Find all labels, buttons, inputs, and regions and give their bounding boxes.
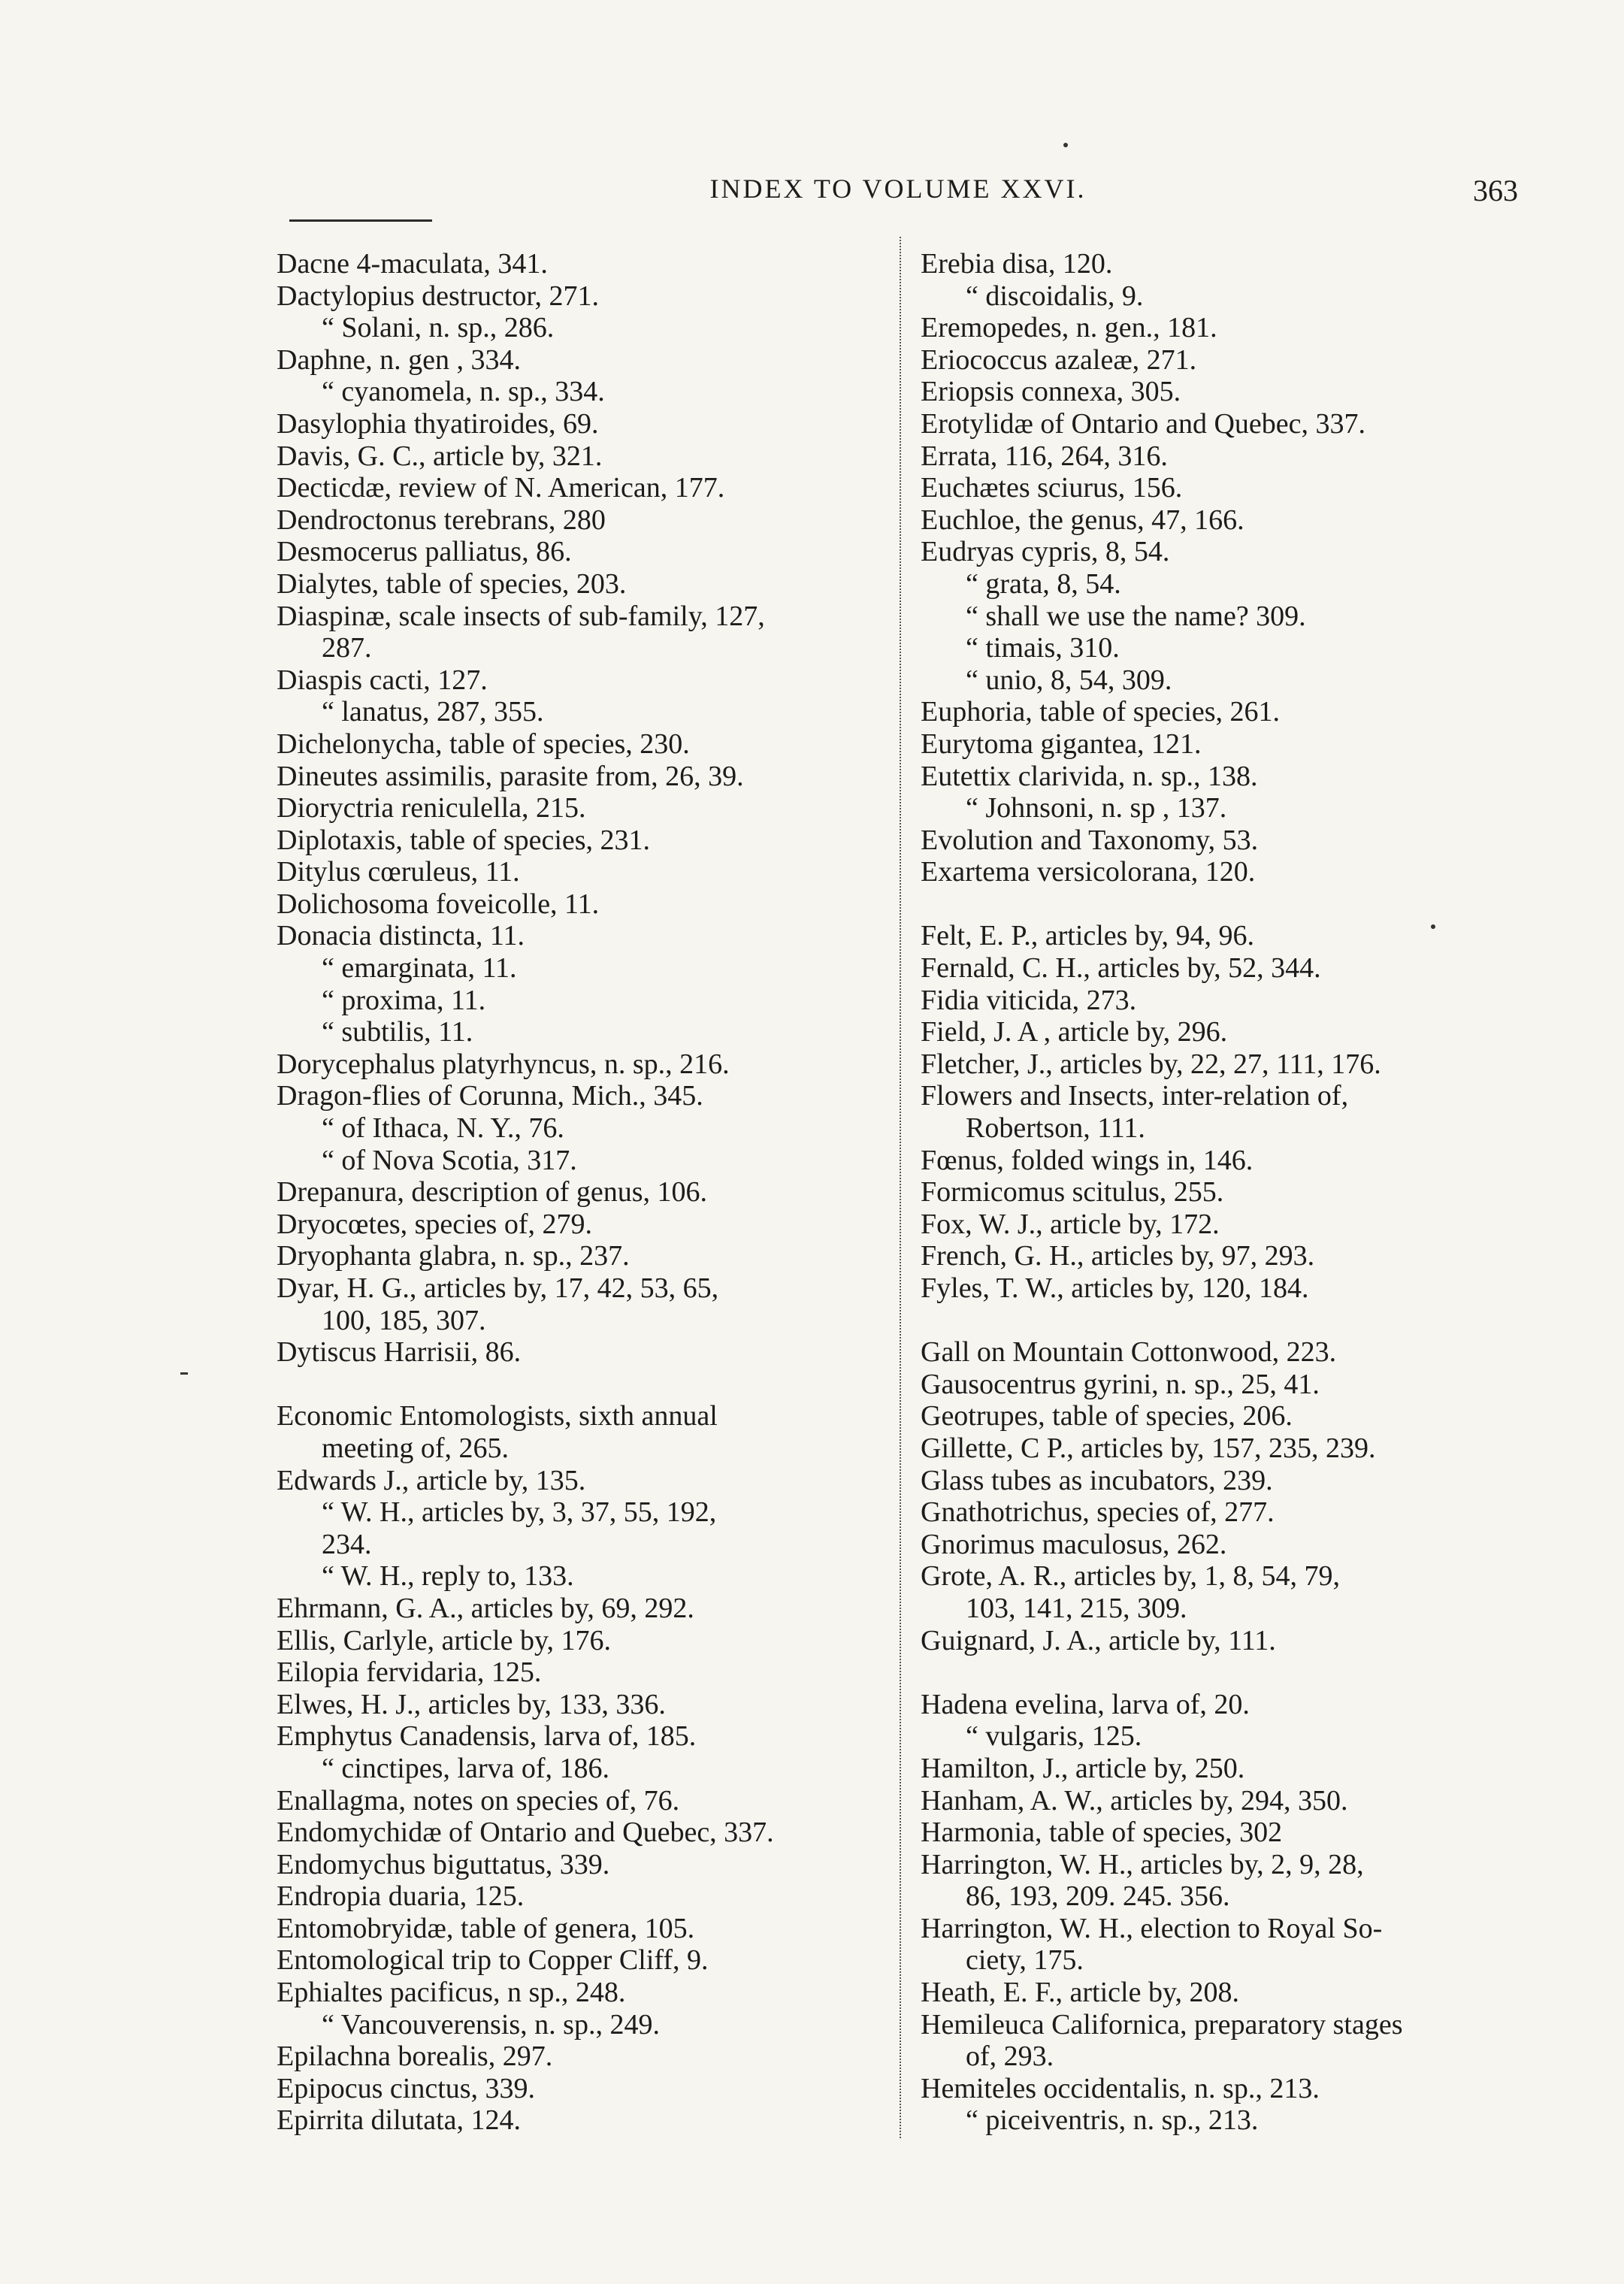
index-column-left — [277, 248, 893, 2137]
index-entry: “ subtilis, 11. — [322, 1016, 473, 1048]
index-entry: “ cinctipes, larva of, 186. — [322, 1752, 610, 1784]
speck-mark — [180, 1372, 188, 1375]
index-entry: Fyles, T. W., articles by, 120, 184. — [921, 1272, 1309, 1304]
index-entry: Dacne 4-maculata, 341. — [277, 248, 548, 280]
index-entry: Gnorimus maculosus, 262. — [921, 1528, 1227, 1560]
index-entry: Dichelonycha, table of species, 230. — [277, 728, 690, 760]
page-header — [278, 173, 1518, 218]
index-entry: “ emarginata, 11. — [322, 952, 517, 985]
index-entry: “ Solani, n. sp., 286. — [322, 312, 555, 344]
index-entry: Hanham, A. W., articles by, 294, 350. — [921, 1784, 1348, 1817]
index-entry: 287. — [322, 632, 372, 664]
index-entry: Epilachna borealis, 297. — [277, 2040, 553, 2073]
index-entry: Enallagma, notes on species of, 76. — [277, 1784, 680, 1817]
index-entry: Diaspinæ, scale insects of sub-family, 127, — [277, 600, 765, 632]
index-entry: “ vulgaris, 125. — [966, 1720, 1142, 1753]
index-entry: “ piceiventris, n. sp., 213. — [966, 2104, 1259, 2137]
index-entry: Daphne, n. gen , 334. — [277, 343, 522, 376]
index-entry: Decticdæ, review of N. American, 177. — [277, 472, 725, 504]
index-entry: Felt, E. P., articles by, 94, 96. — [921, 920, 1254, 952]
index-entry: Harrington, W. H., election to Royal So- — [921, 1912, 1383, 1944]
index-entry: Formicomus scitulus, 255. — [921, 1176, 1224, 1209]
index-entry: Endropia duaria, 125. — [277, 1880, 525, 1913]
index-entry: “ unio, 8, 54, 309. — [966, 664, 1172, 696]
index-entry: 100, 185, 307. — [322, 1304, 486, 1336]
index-entry: Epipocus cinctus, 339. — [277, 2072, 536, 2104]
index-entry: Euchætes sciurus, 156. — [921, 472, 1183, 504]
index-entry: “ timais, 310. — [966, 632, 1120, 664]
index-entry: “ Vancouverensis, n. sp., 249. — [322, 2008, 660, 2040]
index-entry: Dryophanta glabra, n. sp., 237. — [277, 1240, 630, 1272]
index-entry: Harrington, W. H., articles by, 2, 9, 28, — [921, 1848, 1364, 1880]
index-entry: Eutettix clarivida, n. sp., 138. — [921, 760, 1258, 792]
index-entry: Erebia disa, 120. — [921, 248, 1113, 280]
index-entry: Hadena evelina, larva of, 20. — [921, 1688, 1250, 1720]
index-entry: Hemiteles occidentalis, n. sp., 213. — [921, 2072, 1320, 2104]
index-entry: Desmocerus palliatus, 86. — [277, 536, 572, 568]
index-entry: Diaspis cacti, 127. — [277, 664, 488, 696]
index-entry: Fletcher, J., articles by, 22, 27, 111, 176. — [921, 1048, 1381, 1080]
index-entry: Endomychus biguttatus, 339. — [277, 1848, 610, 1880]
index-entry: Drepanura, description of genus, 106. — [277, 1176, 708, 1209]
index-entry: Gall on Mountain Cottonwood, 223. — [921, 1336, 1337, 1369]
index-entry: Errata, 116, 264, 316. — [921, 440, 1168, 472]
index-entry — [277, 1369, 893, 1401]
index-entry: French, G. H., articles by, 97, 293. — [921, 1240, 1315, 1272]
index-entry: Fernald, C. H., articles by, 52, 344. — [921, 952, 1321, 985]
index-entry: “ cyanomela, n. sp., 334. — [322, 376, 605, 408]
index-entry: Dryocœtes, species of, 279. — [277, 1208, 593, 1240]
index-entry: Epirrita dilutata, 124. — [277, 2104, 522, 2137]
index-entry: Dyar, H. G., articles by, 17, 42, 53, 65, — [277, 1272, 719, 1304]
index-entry: Field, J. A , article by, 296. — [921, 1016, 1228, 1048]
index-entry — [921, 888, 1522, 921]
index-entry: Dorycephalus platyrhyncus, n. sp., 216. — [277, 1048, 730, 1080]
index-entry: “ W. H., articles by, 3, 37, 55, 192, — [322, 1496, 717, 1529]
index-entry: Hamilton, J., article by, 250. — [921, 1752, 1245, 1784]
index-entry: “ of Ithaca, N. Y., 76. — [322, 1112, 564, 1145]
index-entry: “ proxima, 11. — [322, 984, 486, 1016]
index-entry: “ of Nova Scotia, 317. — [322, 1144, 577, 1176]
index-entry: Eilopia fervidaria, 125. — [277, 1656, 542, 1689]
index-entry: Entomobryidæ, table of genera, 105. — [277, 1912, 695, 1944]
index-entry: Eriopsis connexa, 305. — [921, 376, 1181, 408]
index-entry: Gillette, C P., articles by, 157, 235, 239. — [921, 1432, 1376, 1464]
index-entry — [921, 1305, 1522, 1337]
index-entry: Evolution and Taxonomy, 53. — [921, 824, 1259, 856]
index-entry: “ lanatus, 287, 355. — [322, 696, 544, 728]
index-entry: “ discoidalis, 9. — [966, 280, 1144, 312]
index-entry: Davis, G. C., article by, 321. — [277, 440, 603, 472]
index-entry: Guignard, J. A., article by, 111. — [921, 1624, 1276, 1656]
running-head: INDEX TO VOLUME XXVI. — [709, 174, 1087, 204]
index-entry: “ shall we use the name? 309. — [966, 600, 1306, 632]
index-entry: Grote, A. R., articles by, 1, 8, 54, 79, — [921, 1560, 1340, 1593]
index-entry: Flowers and Insects, inter-relation of, — [921, 1080, 1349, 1112]
index-entry: Dineutes assimilis, parasite from, 26, 39. — [277, 760, 744, 792]
index-entry: Erotylidæ of Ontario and Quebec, 337. — [921, 407, 1366, 440]
index-entry: “ grata, 8, 54. — [966, 567, 1121, 600]
index-entry: Ellis, Carlyle, article by, 176. — [277, 1624, 611, 1656]
index-column-right — [921, 248, 1522, 2137]
index-entry: Eurytoma gigantea, 121. — [921, 728, 1202, 760]
index-entry: meeting of, 265. — [322, 1432, 510, 1464]
index-entry: Eremopedes, n. gen., 181. — [921, 312, 1217, 344]
index-entry: Elwes, H. J., articles by, 133, 336. — [277, 1688, 666, 1720]
index-entry: ciety, 175. — [966, 1944, 1084, 1977]
index-entry: Gnathotrichus, species of, 277. — [921, 1496, 1275, 1529]
index-entry: Dialytes, table of species, 203. — [277, 567, 627, 600]
index-entry: “ Johnsoni, n. sp , 137. — [966, 792, 1227, 824]
index-entry: Eudryas cypris, 8, 54. — [921, 536, 1170, 568]
index-entry: 103, 141, 215, 309. — [966, 1592, 1187, 1624]
index-entry: Ditylus cœruleus, 11. — [277, 856, 520, 888]
index-entry: Ephialtes pacificus, n sp., 248. — [277, 1977, 626, 2009]
index-entry: Hemileuca Californica, preparatory stages — [921, 2008, 1403, 2040]
index-entry: Gausocentrus gyrini, n. sp., 25, 41. — [921, 1368, 1320, 1400]
index-entry: Fidia viticida, 273. — [921, 984, 1137, 1016]
index-entry: Euchloe, the genus, 47, 166. — [921, 504, 1244, 536]
index-entry: Entomological trip to Copper Cliff, 9. — [277, 1944, 709, 1977]
index-entry: Edwards J., article by, 135. — [277, 1464, 586, 1496]
index-entry: Robertson, 111. — [966, 1112, 1145, 1145]
index-entry: Euphoria, table of species, 261. — [921, 696, 1281, 728]
page-number: 363 — [1473, 174, 1518, 207]
index-entry: Dasylophia thyatiroides, 69. — [277, 407, 599, 440]
index-entry: Economic Entomologists, sixth annual — [277, 1400, 718, 1432]
index-entry: Dragon-flies of Corunna, Mich., 345. — [277, 1080, 703, 1112]
header-rule — [289, 219, 432, 222]
index-entry: Donacia distincta, 11. — [277, 920, 525, 952]
index-entry: Fox, W. J., article by, 172. — [921, 1208, 1220, 1240]
index-entry: Harmonia, table of species, 302 — [921, 1817, 1283, 1849]
speck-mark — [1063, 143, 1068, 147]
index-entry: 234. — [322, 1528, 372, 1560]
index-entry: 86, 193, 209. 245. 356. — [966, 1880, 1230, 1913]
index-entry: Geotrupes, table of species, 206. — [921, 1400, 1293, 1432]
index-entry: Dioryctria reniculella, 215. — [277, 792, 586, 824]
index-entry: Emphytus Canadensis, larva of, 185. — [277, 1720, 697, 1753]
index-entry: Dendroctonus terebrans, 280 — [277, 504, 606, 536]
index-entry: Ehrmann, G. A., articles by, 69, 292. — [277, 1592, 694, 1624]
column-divider — [900, 237, 901, 2138]
index-entry: Exartema versicolorana, 120. — [921, 856, 1256, 888]
index-entry: Dactylopius destructor, 271. — [277, 280, 600, 312]
index-entry: Glass tubes as incubators, 239. — [921, 1464, 1273, 1496]
index-entry: Diplotaxis, table of species, 231. — [277, 824, 651, 856]
index-entry — [921, 1656, 1522, 1689]
index-entry: Dytiscus Harrisii, 86. — [277, 1336, 522, 1369]
index-entry: Endomychidæ of Ontario and Quebec, 337. — [277, 1817, 774, 1849]
index-entry: Dolichosoma foveicolle, 11. — [277, 888, 600, 920]
index-entry: Heath, E. F., article by, 208. — [921, 1977, 1239, 2009]
index-entry: of, 293. — [966, 2040, 1054, 2073]
index-entry: Eriococcus azaleæ, 271. — [921, 343, 1197, 376]
index-entry: “ W. H., reply to, 133. — [322, 1560, 574, 1593]
index-entry: Fœnus, folded wings in, 146. — [921, 1144, 1254, 1176]
